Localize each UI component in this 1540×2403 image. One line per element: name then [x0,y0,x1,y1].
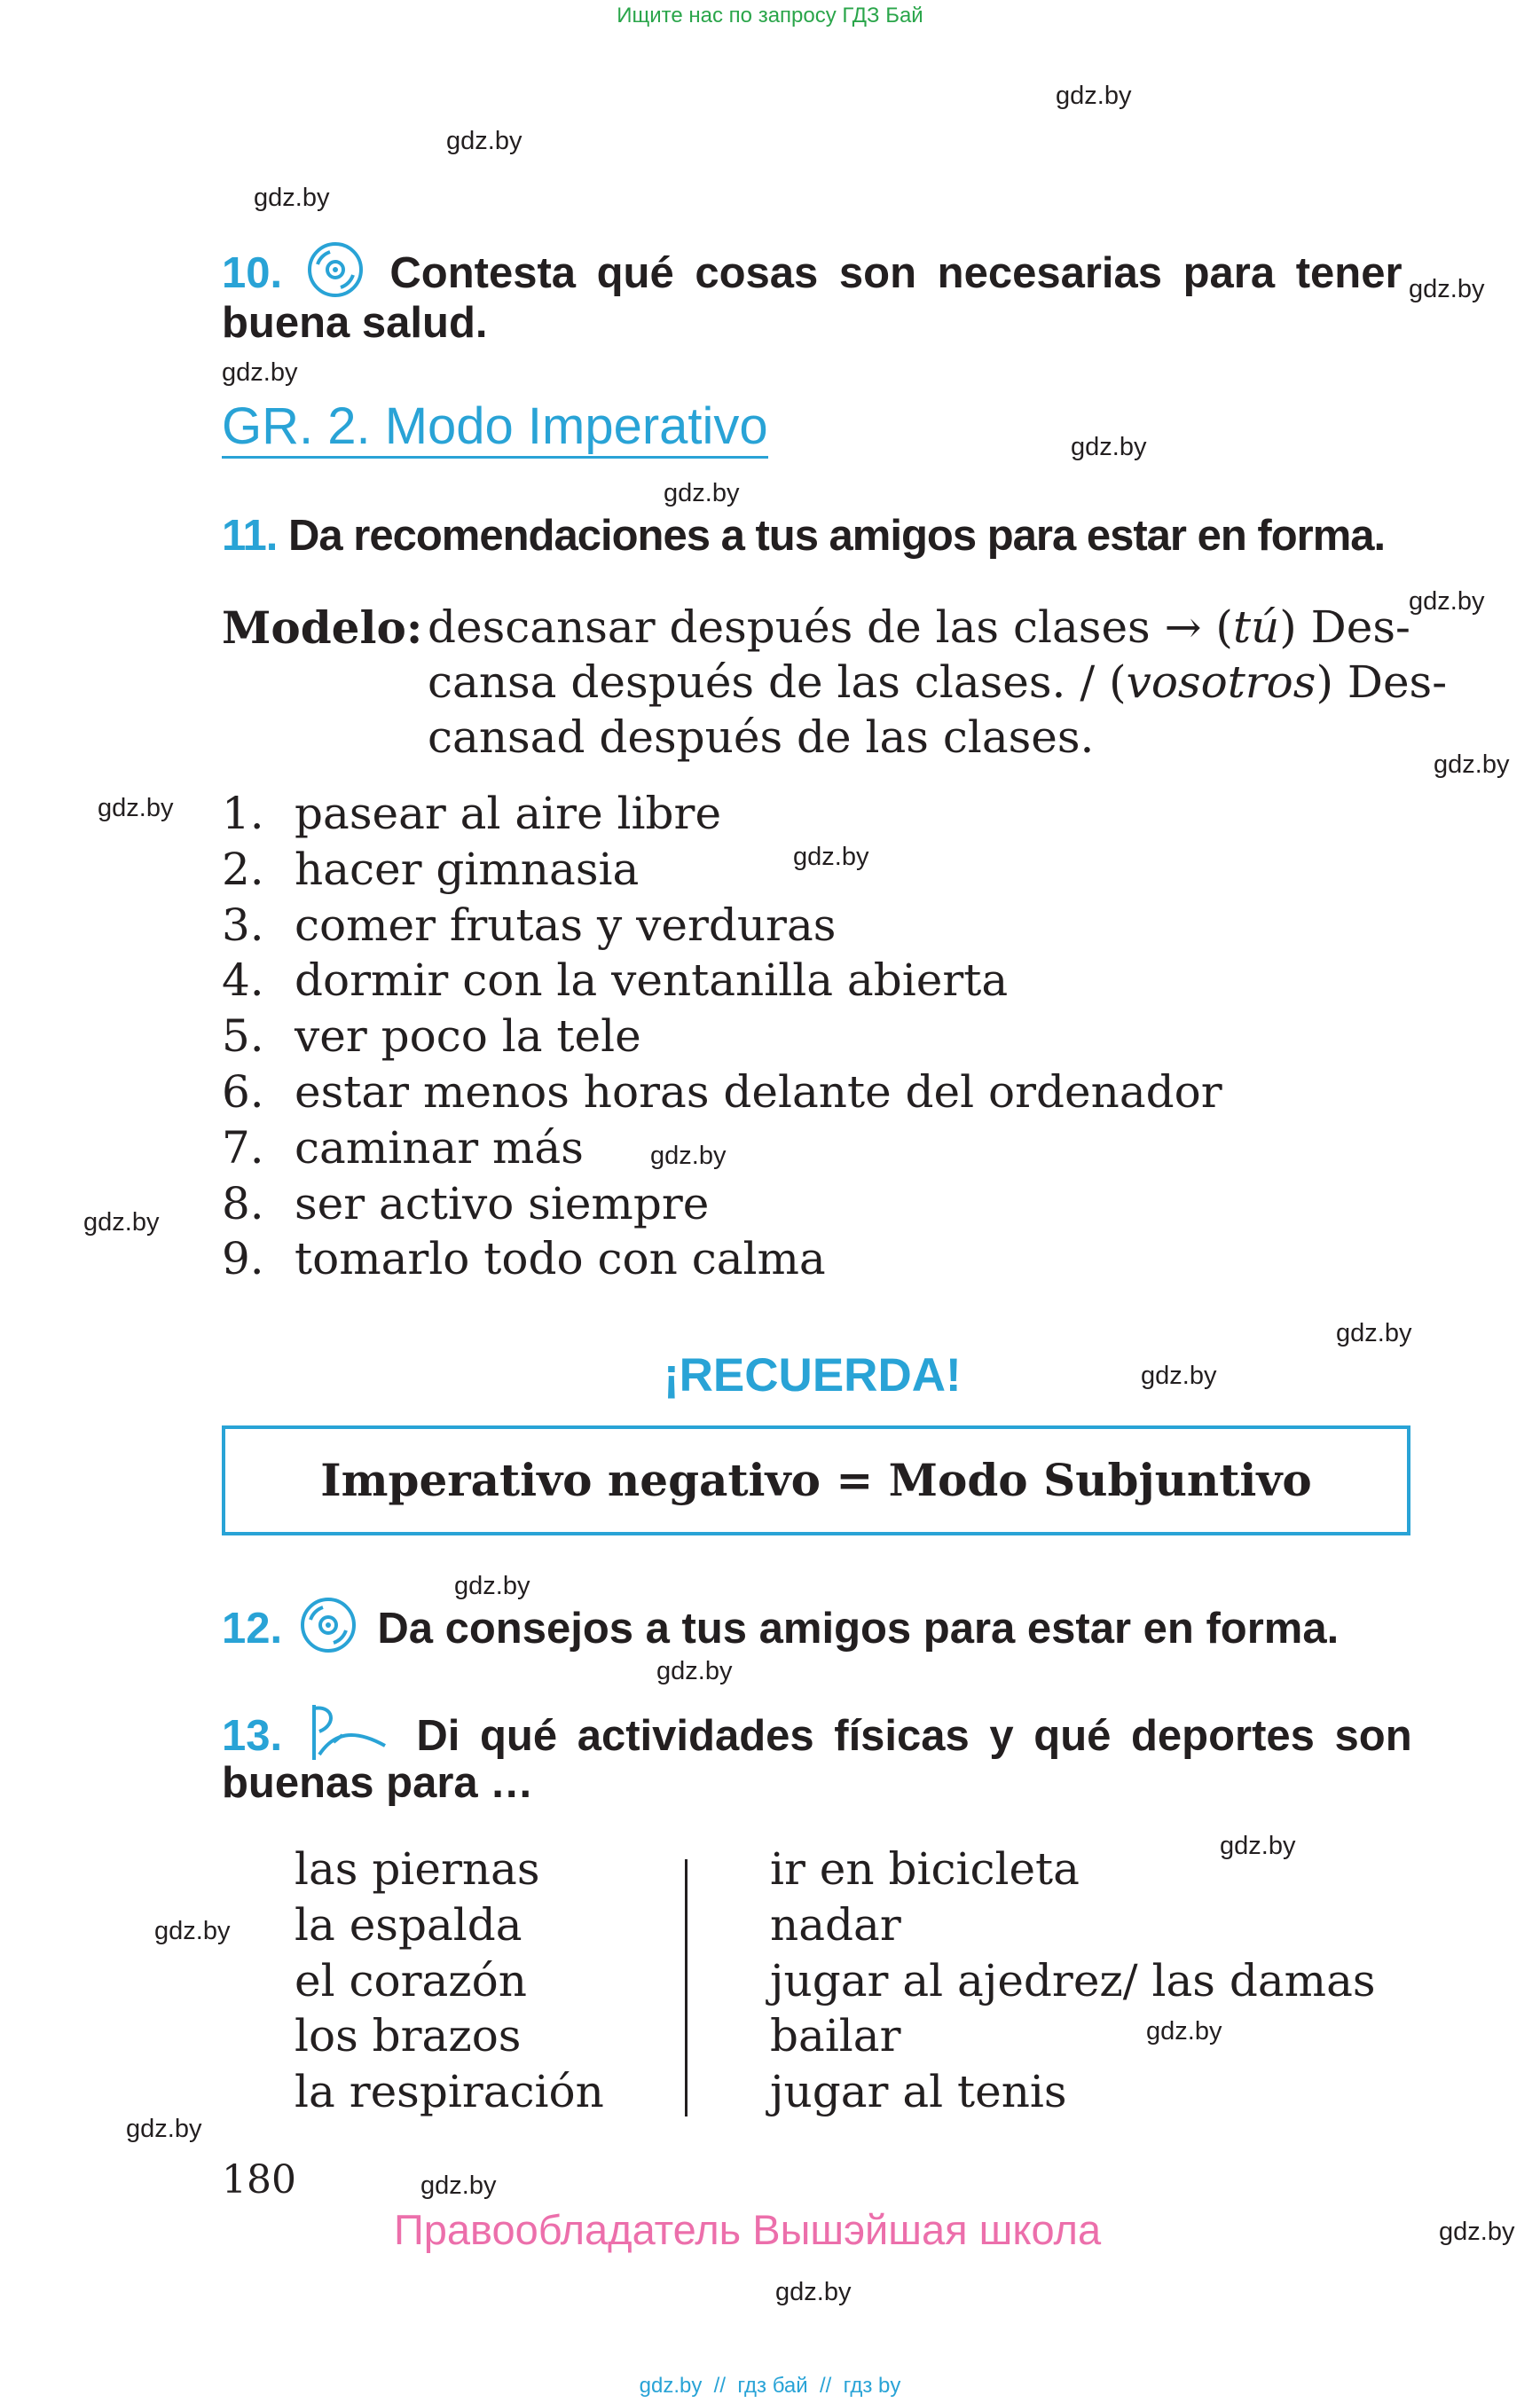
list-item-text: caminar más [295,1121,584,1174]
list-item-text: hacer gimnasia [295,843,640,895]
modelo-pronoun: vosotros [1126,656,1316,708]
cd-icon [300,1597,357,1666]
top-banner: Ищите нас по запросу ГДЗ Бай [617,4,923,27]
list-item-number: 5. [222,1010,264,1063]
list-item-text: dormir con la ventanilla abierta [295,954,1009,1007]
exercise-10-line1: Contesta qué cosas son necesarias para tener [389,248,1402,297]
list-item [222,954,1008,1006]
watermark-text: gdz.by [126,2115,202,2143]
list-item: ir en bicicleta [770,1843,1080,1895]
list-item-text: ver poco la tele [295,1010,641,1063]
exercise-number: 13. [222,1711,283,1760]
exercise-12-instruction: Da consejos a tus amigos para estar en forma. [377,1604,1340,1653]
modelo-text: ( [1215,601,1233,653]
arrow-icon: → [1164,601,1202,653]
list-item-text: pasear al aire libre [295,788,722,839]
watermark-text: gdz.by [446,127,522,155]
watermark-text: gdz.by [254,184,330,212]
watermark-text: gdz.by [454,1572,530,1600]
watermark-text: gdz.by [420,2171,497,2200]
watermark-text: gdz.by [1220,1832,1296,1860]
watermark-text: gdz.by [1434,750,1510,779]
list-item: bailar [770,2010,901,2062]
list-item [222,844,639,895]
watermark-text: gdz.by [664,479,740,507]
watermark-text: gdz.by [1409,587,1485,616]
rule-box [222,1425,1410,1535]
modelo-line-1 [428,601,1410,653]
list-item [222,788,721,839]
watermark-text: gdz.by [1336,1319,1412,1347]
modelo-line-2 [428,656,1447,708]
watermark-text: gdz.by [1146,2017,1222,2046]
list-item: jugar al tenis [770,2066,1067,2118]
list-item: los brazos [295,2010,522,2062]
list-item-number: 1. [222,788,264,839]
modelo-line-3: cansad después de las clases. [428,711,1095,763]
watermark-text: gdz.by [98,794,174,822]
list-item: la espalda [295,1898,522,1951]
copyright-notice: Правообладатель Вышэйшая школа [394,2206,1102,2253]
list-item [222,899,836,951]
recuerda-heading: ¡RECUERDA! [664,1349,962,1402]
watermark-text: gdz.by [1071,433,1147,461]
exercise-11-heading [222,509,1385,562]
list-item-text: tomarlo todo con calma [295,1233,826,1285]
list-item: jugar al ajedrez/ las damas [770,1954,1376,2006]
watermark-text: gdz.by [1409,275,1485,303]
watermark-text: gdz.by [1141,1362,1217,1390]
watermark-text: gdz.by [793,843,869,871]
list-item [222,1066,1222,1118]
exercise-number: 11. [222,512,278,560]
watermark-text: gdz.by [222,358,298,387]
exercise-13-line1: Di qué actividades físicas y qué deportes son [416,1711,1412,1760]
list-item-number: 6. [222,1066,264,1118]
list-item-text: comer frutas y verduras [295,899,837,951]
exercise-12-heading [222,1597,1339,1666]
list-item: nadar [770,1898,901,1951]
watermark-text: gdz.by [656,1657,733,1685]
footer-links: gdz.by // гдз бай // гдз by [639,2374,901,2398]
modelo-text: descansar después de las clases [428,601,1151,653]
watermark-text: gdz.by [1439,2218,1515,2246]
page-number: 180 [222,2157,296,2203]
modelo-text: ) Des- [1279,601,1410,653]
list-item-number: 9. [222,1233,264,1285]
list-item-number: 2. [222,843,264,895]
watermark-text: gdz.by [154,1917,231,1945]
exercise-11-instruction: Da recomendaciones a tus amigos para estar en forma. [288,512,1386,560]
watermark-text: gdz.by [83,1208,160,1237]
modelo-text: cansa después de las clases. / ( [428,656,1127,708]
list-item-text: ser activo siempre [295,1177,710,1229]
column-divider [685,1859,688,2116]
watermark-text: gdz.by [775,2278,852,2306]
modelo-pronoun: tú [1232,601,1280,653]
exercise-10-line2: buena salud. [222,299,488,347]
modelo-label: Modelo: [222,601,423,654]
list-item-number: 4. [222,954,264,1007]
list-item: el corazón [295,1954,527,2006]
modelo-text: ) Des- [1316,656,1448,708]
exercise-13-line2: buenas para … [222,1759,534,1807]
list-item [222,1010,641,1062]
list-item: las piernas [295,1843,540,1895]
exercise-number: 10. [222,248,283,297]
list-item [222,1233,826,1284]
list-item [222,1178,709,1229]
watermark-text: gdz.by [650,1142,727,1170]
exercise-number: 12. [222,1604,283,1653]
grammar-section-title: GR. 2. Modo Imperativo [222,397,768,459]
list-item [222,1122,584,1174]
list-item: la respiración [295,2066,604,2118]
watermark-text: gdz.by [1056,82,1132,110]
list-item-number: 3. [222,899,264,951]
list-item-number: 8. [222,1177,264,1229]
rule-text: Imperativo negativo = Modo Subjuntivo [320,1454,1312,1506]
list-item-text: estar menos horas delante del ordenador [295,1066,1222,1118]
list-item-number: 7. [222,1121,264,1174]
